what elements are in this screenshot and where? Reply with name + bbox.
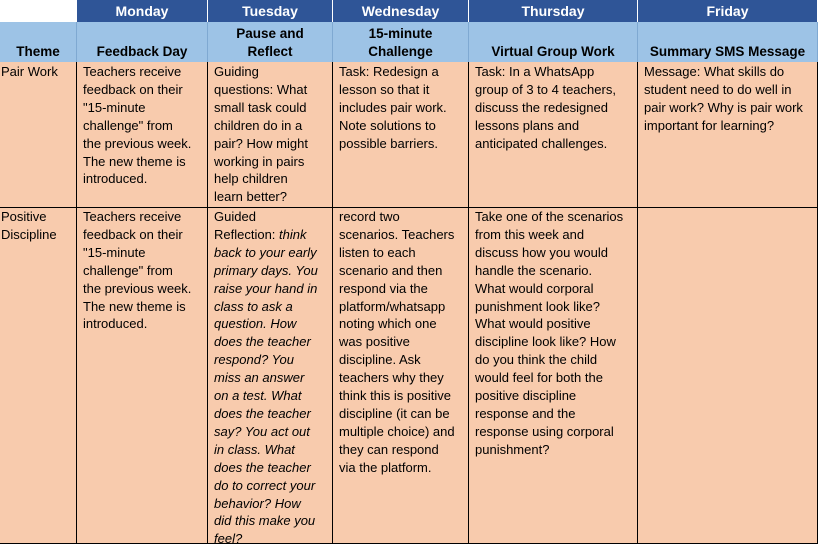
italic-line: miss an answer [214,370,305,386]
row-positive-discipline-thursday [469,208,638,544]
cell-line: record two [339,209,400,224]
italic-line: question. How [214,316,297,332]
cell-line: pair work? Why is pair work [644,99,803,115]
cell-line: pair? How might [214,135,308,151]
cell-line: feedback on their [83,226,183,242]
cell-line: Message: What skills do [644,64,785,79]
italic-line: raise your hand in [214,280,318,296]
column-header-challenge-line2: Challenge [368,44,433,59]
column-header-feedback-day-text: Feedback Day [96,44,188,59]
cell-line: was positive [339,334,410,350]
cell-line: punishment look like? [475,298,601,314]
italic-line: back to your early [214,244,317,260]
cell-line: student need to do well in [644,81,792,97]
cell-line: challenge" from [83,262,173,278]
cell-line: Take one of the scenarios [475,209,624,224]
row-pair-work-friday [638,62,818,208]
cell-line: from this week and [475,226,585,242]
cell-line: The new theme is [83,298,186,314]
theme-text: Pair Work [1,64,58,79]
italic-line: did this make you [214,513,316,529]
column-header-theme [0,22,77,62]
cell-line: positive discipline [475,388,577,404]
cell-line: "15-minute [83,244,146,260]
cell-line: lessons plans and [475,117,580,133]
cell-line: the previous week. [83,135,192,151]
cell-line: would feel for both the [475,370,603,386]
cell-line: small task could [214,99,307,115]
cell-line: learn better? [214,189,287,205]
cell-line: includes pair work. [339,99,447,115]
cell-line: anticipated challenges. [475,135,608,151]
row-pair-work-thursday [469,62,638,208]
cell-line: discuss how you would [475,244,608,260]
italic-line: behavior? How [214,495,301,511]
column-header-pause-reflect-line1: Pause and [236,26,304,41]
cell-line: discipline. Ask [339,352,421,368]
cell-line: Guiding [214,64,259,79]
italic-line: class to ask a [214,298,293,314]
cell-line: the previous week. [83,280,192,296]
cell-line: Teachers receive [83,64,182,79]
cell-line: they can respond [339,441,439,457]
cell-line: think this is positive [339,388,451,404]
cell-line: multiple choice) and [339,423,455,439]
column-header-challenge-line1: 15-minute [368,26,433,41]
cell-line: discipline (it can be [339,405,450,421]
cell-line: Teachers receive [83,209,182,224]
row-pair-work-theme [0,62,77,208]
cell-line: introduced. [83,316,148,332]
cell-line: teachers why they [339,370,444,386]
cell-line: platform/whatsapp [339,298,446,314]
italic-text: think [279,226,307,242]
reflection-label: Reflection: [214,226,280,242]
corner-blank [0,0,77,22]
cell-line: The new theme is [83,153,186,169]
cell-line: response using corporal [475,423,614,439]
cell-line: punishment? [475,441,550,457]
column-header-virtual-group-work-text: Virtual Group Work [491,44,615,59]
row-pair-work-monday [77,62,208,208]
cell-line: discuss the redesigned [475,99,608,115]
cell-line: working in pairs [214,153,305,169]
column-header-virtual-group-work [469,22,638,62]
column-header-15-minute-challenge [333,22,469,62]
cell-line: listen to each [339,244,416,260]
cell-line: "15-minute [83,99,146,115]
row-positive-discipline-friday [638,208,818,544]
cell-line: lesson so that it [339,81,430,97]
cell-line: noting which one [339,316,437,332]
theme-text: Discipline [1,226,57,242]
row-positive-discipline-wednesday [333,208,469,544]
italic-line: does the teacher [214,334,311,350]
cell-line: children do in a [214,117,303,133]
column-header-feedback-day [77,22,208,62]
column-header-pause-reflect [208,22,333,62]
italic-line: respond? You [214,352,294,368]
italic-line: does the teacher [214,405,311,421]
cell-line [214,226,328,244]
day-header-friday: Friday [638,0,818,22]
column-header-theme-text: Theme [16,44,60,59]
cell-line: introduced. [83,171,148,187]
column-header-summary-sms [638,22,818,62]
cell-line: What would positive [475,316,591,332]
italic-line: in class. What [214,441,295,457]
cell-line: do you think the child [475,352,598,368]
row-pair-work-tuesday [208,62,333,208]
row-positive-discipline-theme [0,208,77,544]
day-header-tuesday: Tuesday [208,0,333,22]
cell-line: What would corporal [475,280,594,296]
cell-line: questions: What [214,81,308,97]
column-header-pause-reflect-line2: Reflect [247,44,293,59]
row-positive-discipline-tuesday [208,208,333,544]
italic-line: say? You act out [214,423,310,439]
cell-line: discipline look like? How [475,334,616,350]
cell-line: handle the scenario. [475,262,593,278]
italic-line: on a test. What [214,388,302,404]
row-pair-work-wednesday [333,62,469,208]
cell-line: important for learning? [644,117,775,133]
theme-text: Positive [1,209,47,224]
column-header-summary-sms-text: Summary SMS Message [649,44,806,59]
cell-line: Note solutions to [339,117,436,133]
cell-line: Guided [214,209,256,224]
cell-line: group of 3 to 4 teachers, [475,81,616,97]
cell-line: feedback on their [83,81,183,97]
cell-line: respond via the [339,280,428,296]
cell-line: Task: Redesign a [339,64,439,79]
cell-line: scenarios. Teachers [339,226,455,242]
day-header-monday: Monday [77,0,208,22]
italic-line: does the teacher [214,459,311,475]
cell-line: response and the [475,405,576,421]
day-header-wednesday: Wednesday [333,0,469,22]
day-header-thursday: Thursday [469,0,638,22]
cell-line: help children [214,171,288,187]
cell-line: challenge" from [83,117,173,133]
italic-line: do to correct your [214,477,316,493]
cell-line: scenario and then [339,262,443,278]
italic-line: primary days. You [214,262,318,278]
row-positive-discipline-monday [77,208,208,544]
cell-line: Task: In a WhatsApp [475,64,595,79]
cell-line: possible barriers. [339,135,438,151]
italic-line: feel? [214,531,243,544]
cell-line: via the platform. [339,459,432,475]
